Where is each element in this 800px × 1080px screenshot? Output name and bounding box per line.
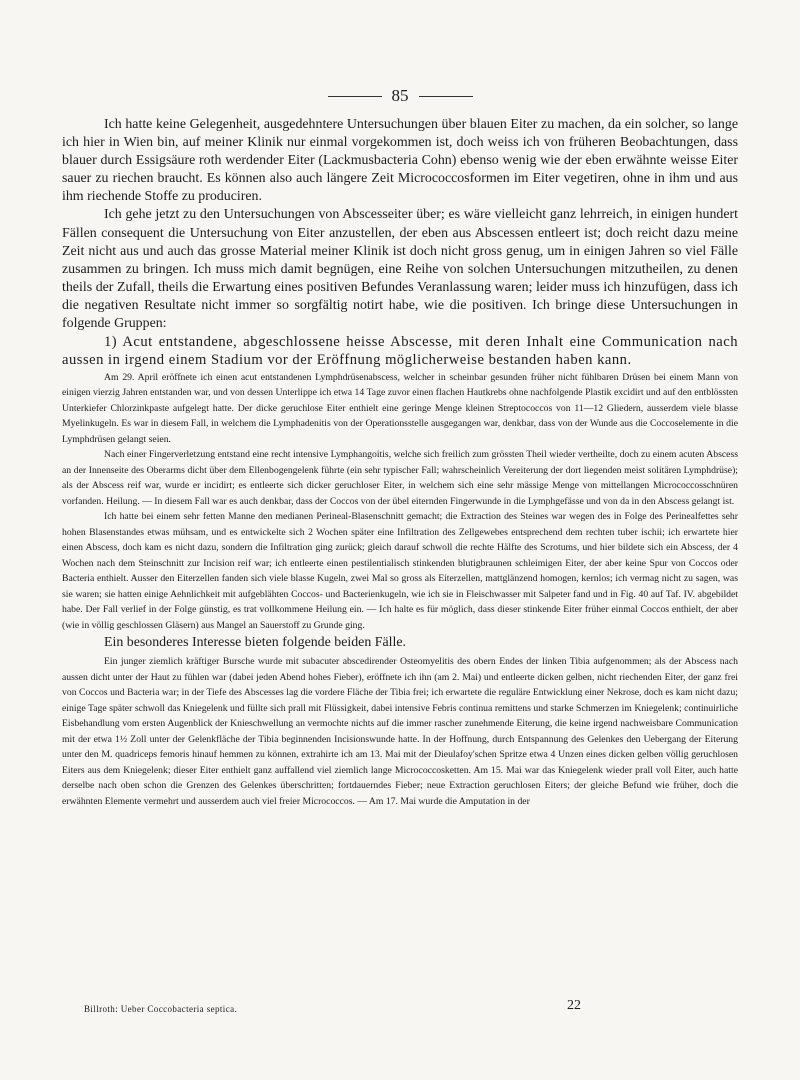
paragraph: Ich hatte keine Gelegenheit, ausgedehntere Untersuchungen über blauen Eiter zu machen, da ein solcher, so lange ich hier in Wien bin, auf meiner Klinik nur einmal vorgekommen ist, doch weiss ich von früheren Beobachtungen, dass blauer durch Essigsäure roth werdender Eiter (Lackmusbacteria Cohn) ebenso wenig wie der eben erwähnte weisse Eiter sauer zu riechen braucht. Es können also auch längere Zeit Micrococcosformen im Eiter vegetiren, ohne in ihm und aus ihm riechende Stoffe zu produciren. [62,117,738,205]
body-text [62,116,738,809]
paragraph: Ich gehe jetzt zu den Untersuchungen von Abscesseiter über; es wäre vielleicht ganz lehrreich, in einigen hundert Fällen consequent die Untersuchung von Eiter anzustellen, der eben aus Abscessen entleert ist; doch reicht dazu meine Zeit nicht aus und auch das grosse Material meiner Klinik ist doch nicht gross genug, um in einigen Jahren so viel Fälle zusammen zu bringen. Ich muss mich damit begnügen, eine Reihe von solchen Untersuchungen mitzutheilen, zu denen theils der Zufall, theils die Erwartung eines positiven Befundes Veranlassung waren; leider muss ich hinzufügen, dass ich die negativen Resultate nicht immer so sorgfältig notirt habe, wie die positiven. Ich bringe diese Untersuchungen in folgende Gruppen: [62,207,738,332]
case-paragraph: Ein junger ziemlich kräftiger Bursche wurde mit subacuter abscedirender Osteomyelitis des obern Endes der linken Tibia aufgenommen; als der Abscess nach aussen dicht unter der Haut zu fühlen war (dabei jeden Abend hohes Fieber), eröffnete ich ihn (am 2. Mai) und entleerte dicken gelben, nicht riechenden Eiter, der ganz frei von Coccos und Bacteria war; in der Tiefe des Abscesses lag die vordere Fläche der Tibia frei; ich erwartete die reguläre Entwicklung einer Nekrose, doch es kam nicht dazu; einige Tage später schwoll das Kniegelenk und füllte sich prall mit Flüssigkeit, dabei intensive Febris continua remittens und starke Schmerzen im Kniegelenk; continuirliche Eisbehandlung vom ersten Augenblick der Knieschwellung an vermochte nichts auf die immer rascher zunehmende Eiterung, die keine irgend nachweisbare Communication mit der etwa 1½ Zoll unter der Gelenkfläche der Tibia beginnenden Incisionswunde hatte. In der Hoffnung, durch Entspannung des Gelenkes den Uebergang der Eiterung unter den M. quadriceps femoris hinauf hemmen zu können, extrahirte ich am 13. Mai mit der Dieulafoy'schen Spritze etwa 4 Unzen eines dicken gelben völlig geruchlosen Eiters aus dem Kniegelenk; dieser Eiter enthielt ganz auffallend viel ziemlich lange Micrococcosketten. Am 15. Mai war das Kniegelenk wieder prall voll Eiter, auch hatte derselbe nach oben schon die Grenzen des Gelenkes überschritten; fortdauerndes Fieber; neue Extraction geruchlosen Eiters; der gleiche Befund wie früher, doch die erwähnten Elemente vermehrt und ausserdem auch viel freier Micrococcos. — Am 17. Mai wurde die Amputation in der [62,656,738,807]
page-number: 85 [391,86,409,105]
page-header [0,86,800,106]
case-paragraph: Nach einer Fingerverletzung entstand eine recht intensive Lymphangoitis, welche sich freilich zum grössten Theil wieder vertheilte, doch zu einem acuten Abscess an der Innenseite des Oberarms dicht über dem Ellenbogengelenk führte (ein sehr typischer Fall; wahrscheinlich Vereiterung der dort liegenden meist solitären Lymphdrüse); als der Abscess reif war, wurde er incidirt; es entleerte sich dicker geruchloser Eiter, in welchem sich eine sehr mässige Menge von mittellangen Micrococcosschnüren vorfanden. Heilung. — In diesem Fall war es auch denkbar, dass der Coccos von der übel eiternden Fingerwunde in die Lymphgefässe und von da in den Abscess gelangt ist. [62,449,738,507]
signature-line: Billroth: Ueber Coccobacteria septica. [84,1004,238,1014]
signature-number: 22 [567,998,581,1013]
case-paragraph: Am 29. April eröffnete ich einen acut entstandenen Lymphdrüsenabscess, welcher in scheinbar gesunden früher nicht fühlbaren Drüsen bei einem Mann von einigen vierzig Jahren entstanden war, und von dessen Unterlippe ich etwa 14 Tage zuvor einen flachen Hautkrebs ohne nachfolgende Plastik excidirt und auf den entblössten Unterkiefer Chlorzinkpaste aufgelegt hatte. Der dicke geruchlose Eiter enthielt eine geringe Menge kleinen Streptococcos von 11—12 Gliedern, ausserdem viele blasse Myelinkugeln. Es war in diesem Fall, in welchem die Lymphadenitis von der Operationsstelle ausgegangen war, denkbar, dass von der Wunde aus die Coccoselemente in die Lymphdrüsen gelangt seien. [62,371,738,445]
header-rule-right [419,96,473,97]
header-rule-left [328,96,382,97]
page-footer [62,994,738,1020]
special-interest-line: Ein besonderes Interesse bieten folgende beiden Fälle. [104,635,407,651]
section-heading: 1) Acut entstandene, abgeschlossene heisse Abscesse, mit deren Inhalt eine Communication nach aussen in irgend einem Stadium vor der Eröffnung möglicherweise bestanden haben kann. [62,334,738,369]
case-paragraph: Ich hatte bei einem sehr fetten Manne den medianen Perineal-Blasenschnitt gemacht; die Extraction des Steines war wegen des in Folge des Perinealfettes sehr hohen Blasenstandes etwas mühsam, und es entwickelte sich 2 Wochen später eine Infiltration des Zellgewebes entsprechend dem rechten tuber ischii; ich erwartete hier einen Abscess, doch kam es nicht dazu, sondern die Infiltration ging zurück; gleich darauf schwoll die rechte Hälfte des Scrotums, und hier bildete sich ein Abscess, der 4 Wochen nach dem Steinschnitt zur Incision reif war; ich entleerte einen pestilentialisch stinkenden blutigbraunen schleimigen Eiter, der aber keine Spur von Coccos oder Bacteria enthielt. Ausser den Eiterzellen fanden sich viele blasse Kugeln, zwei Mal so gross als Eiterzellen, mattglänzend homogen, kernlos; ich vermag nicht zu sagen, was sie waren; sie hatten einige Aehnlichkeit mit aufgeblähten Coccos- und Bacterienkugeln, wie ich sie in Fleischwasser mit Salpeter fand und in Fig. 40 auf Taf. IV. abgebildet habe. Der Fall verlief in der Folge günstig, es trat vollkommene Heilung ein. — Ich halte es für möglich, dass dieser stinkende Eiter früher einmal Coccos enthielt, der aber (wie in völlig geschlossen Gläsern) aus Mangel an Sauerstoff zu Grunde ging. [62,511,738,631]
